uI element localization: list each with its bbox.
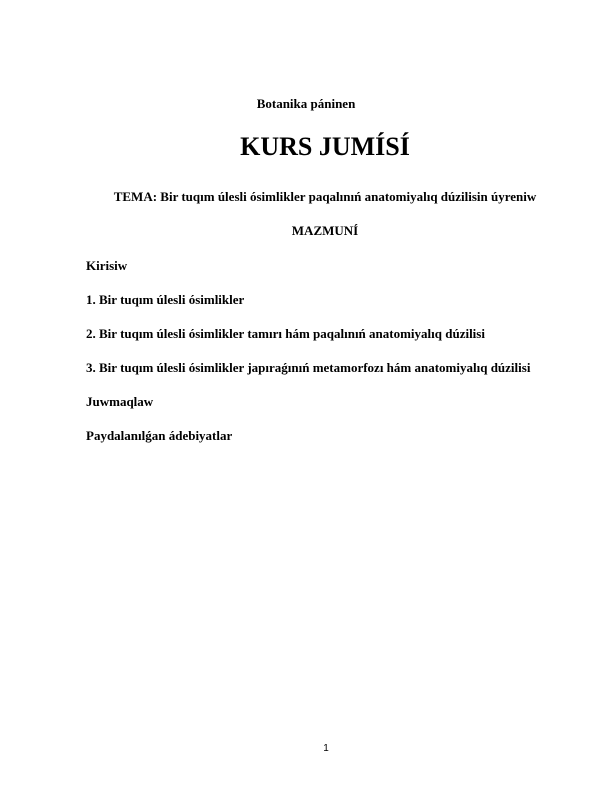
- table-of-contents: [86, 258, 530, 462]
- toc-item-chapter-3: 3. Bir tuqım úlesli ósimlikler japıraǵınıń metamorfozı hám anatomiyalıq dúzilisi: [86, 360, 531, 375]
- page-title: KURS JUMÍSÍ: [240, 132, 410, 161]
- subject-line: Botanika páninen: [256, 96, 356, 111]
- page-number: 1: [323, 743, 329, 754]
- toc-item-references: Paydalanılǵan ádebiyatlar: [86, 428, 233, 443]
- toc-heading: MAZMUNÍ: [291, 223, 359, 238]
- toc-item-chapter-1: 1. Bir tuqım úlesli ósimlikler: [86, 292, 245, 307]
- toc-item-introduction: Kirisiw: [86, 258, 128, 273]
- toc-item-chapter-2: 2. Bir tuqım úlesli ósimlikler tamırı hám paqalınıń anatomiyalıq dúzilisi: [86, 326, 485, 341]
- toc-item-conclusion: Juwmaqlaw: [86, 394, 154, 409]
- topic-line: TEMA: Bir tuqım úlesli ósimlikler paqalınıń anatomiyalıq dúzilisin úyreniw: [113, 189, 537, 204]
